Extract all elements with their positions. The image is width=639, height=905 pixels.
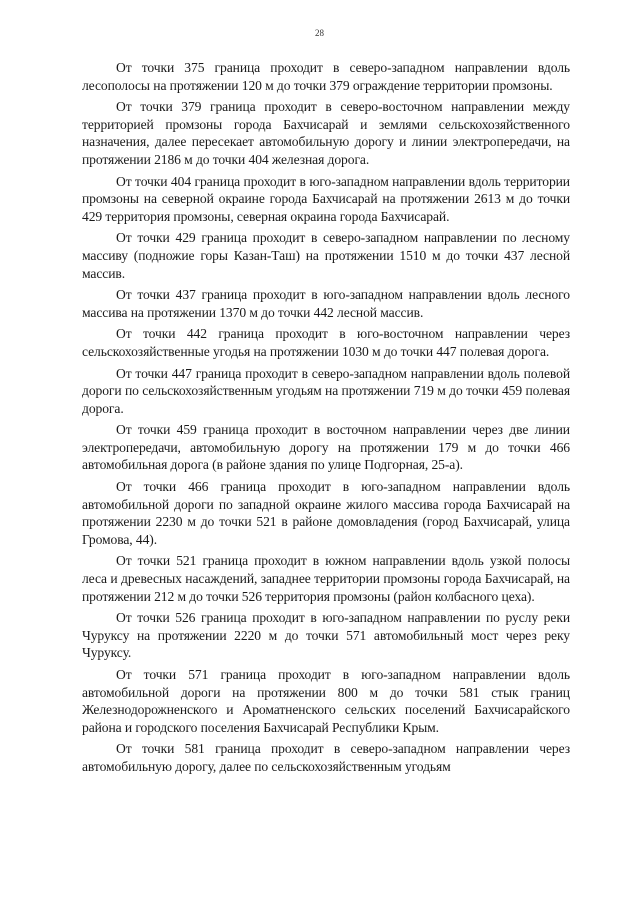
document-body (82, 59, 570, 780)
paragraph: От точки 447 граница проходит в северо-западном направлении вдоль полевой дороги по сельскохозяйственным угодьям на протяжении 719 м до точки 459 полевая дорога. (82, 365, 570, 416)
paragraph: От точки 466 граница проходит в юго-западном направлении вдоль автомобильной дороги по западной окраине жилого массива города Бахчисарай на протяжении 2230 м до точки 521 в районе домовладения (город Бахчисарай, улица Громова, 44). (82, 479, 570, 547)
paragraph: От точки 571 граница проходит в юго-западном направлении вдоль автомобильной дороги на протяжении 800 м до точки 581 стык границ Железнодорожненского и Ароматненского сельских поселений Бахчисарайского района и городского поселения Бахчисарай Республики Крым. (82, 667, 570, 735)
paragraph: От точки 429 граница проходит в северо-западном направлении по лесному массиву (подножие горы Казан-Таш) на протяжении 1510 м до точки 437 лесной массив. (82, 230, 570, 281)
paragraph: От точки 581 граница проходит в северо-западном направлении через автомобильную дорогу, далее по сельскохозяйственным угодьям (82, 741, 570, 774)
paragraph: От точки 379 граница проходит в северо-восточном направлении между территорией промзоны города Бахчисарай и землями сельскохозяйственного назначения, далее пересекает автомобильную дорогу и линии электропередачи, на протяжении 2186 м до точки 404 железная дорога. (82, 99, 570, 167)
paragraph: От точки 526 граница проходит в юго-западном направлении по руслу реки Чуруксу на протяжении 2220 м до точки 571 автомобильный мост через реку Чуруксу. (82, 610, 570, 661)
paragraph: От точки 459 граница проходит в восточном направлении через две линии электропередачи, автомобильную дорогу на протяжении 179 м до точки 466 автомобильная дорога (в районе здания по улице Подгорная, 25-а). (82, 422, 570, 473)
page-number: 28 (315, 28, 324, 38)
paragraph: От точки 442 граница проходит в юго-восточном направлении через сельскохозяйственные угодья на протяжении 1030 м до точки 447 полевая дорога. (82, 326, 570, 359)
paragraph: От точки 404 граница проходит в юго-западном направлении вдоль территории промзоны на северной окраине города Бахчисарай на протяжении 2613 м до точки 429 территория промзоны, северная окраина города Бахчисарай. (82, 173, 570, 224)
paragraph: От точки 437 граница проходит в юго-западном направлении вдоль лесного массива на протяжении 1370 м до точки 442 лесной массив. (82, 287, 570, 320)
paragraph: От точки 375 граница проходит в северо-западном направлении вдоль лесополосы на протяжении 120 м до точки 379 ограждение территории промзоны. (82, 60, 570, 93)
paragraph: От точки 521 граница проходит в южном направлении вдоль узкой полосы леса и древесных насаждений, западнее территории промзоны города Бахчисарай, на протяжении 212 м до точки 526 территория промзоны (район колбасного цеха). (82, 553, 570, 604)
